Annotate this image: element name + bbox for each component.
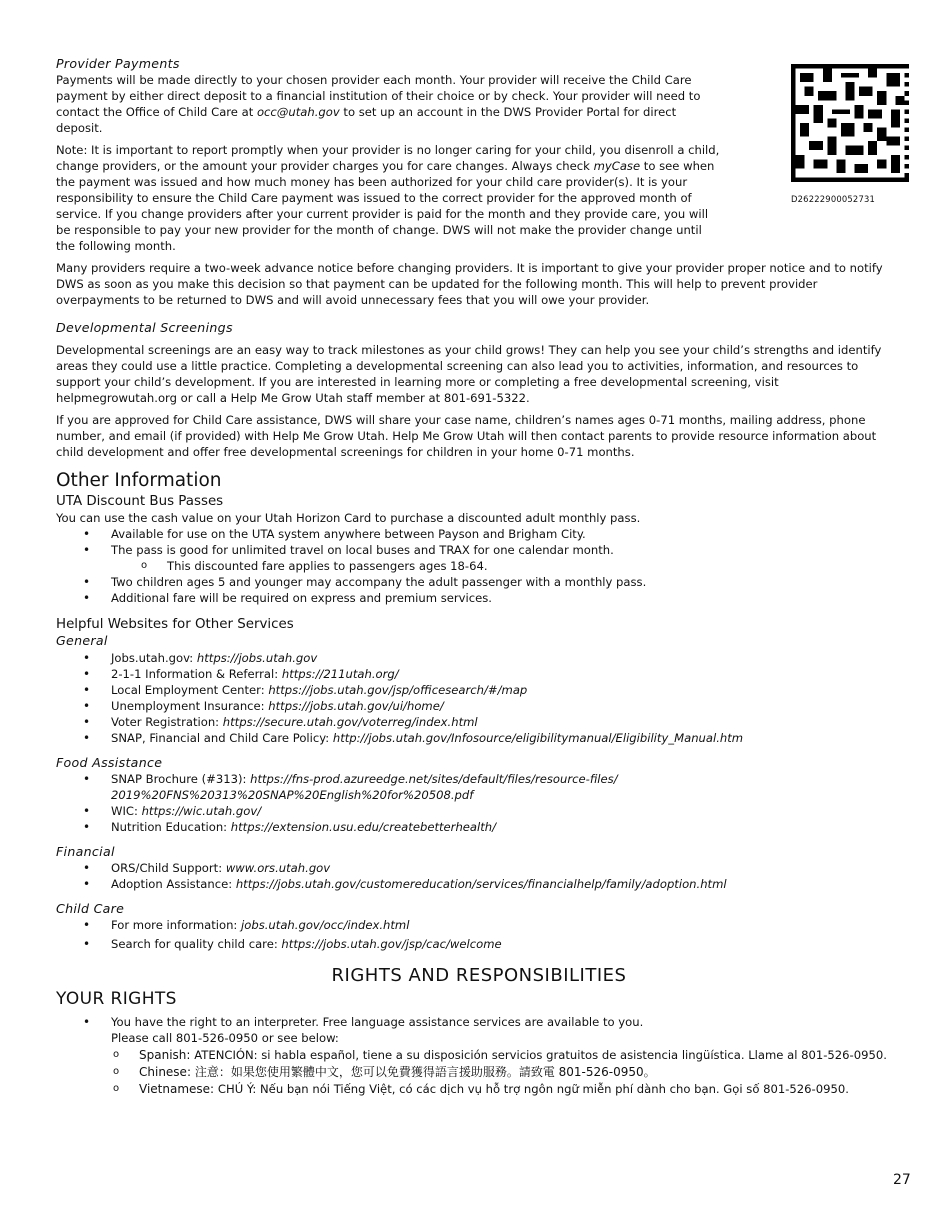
list-item: • SNAP Brochure (#313): https://fns-prod.azureedge.net/sites/default/files/resource-files/2019%20FNS%20313%20SNAP%20English%20for%20508.pdf (56, 771, 902, 803)
eligibility-manual-link[interactable]: http://jobs.utah.gov/Infosource/eligibilitymanual/Eligibility_Manual.htm (332, 731, 744, 745)
rights-title: RIGHTS AND RESPONSIBILITIES (331, 965, 627, 986)
list-item: • Adoption Assistance: https://jobs.utah.gov/customereducation/services/financialhelp/family/adoption.html (56, 876, 902, 892)
provider-payments-heading: Provider Payments (56, 56, 180, 71)
adoption-assistance-link[interactable]: https://jobs.utah.gov/customereducation/services/financialhelp/family/adoption.html (235, 877, 727, 891)
child-care-search-link[interactable]: https://jobs.utah.gov/jsp/cac/welcome (281, 937, 502, 951)
your-rights-heading: YOUR RIGHTS (56, 989, 177, 1009)
child-care-links-list (56, 917, 902, 952)
list-item: • Two children ages 5 and younger may accompany the adult passenger with a monthly pass. (56, 574, 902, 590)
provider-payments-paragraph: Payments will be made directly to your chosen provider each month. Your provider will receive the Child Care payment by either direct deposit to a financial institution of their choice or by check. Your provider will need to contact the Office of Child Care at occ@utah.gov to set up an account in the DWS Provider Portal for direct deposit. (56, 73, 701, 135)
ors-child-support-link[interactable]: www.ors.utah.gov (225, 861, 331, 875)
financial-links-list (56, 860, 902, 892)
uta-sublist (56, 558, 902, 574)
nutrition-education-link[interactable]: https://extension.usu.edu/createbetterhealth/ (230, 820, 497, 834)
list-item: • Search for quality child care: https://jobs.utah.gov/jsp/cac/welcome (56, 936, 902, 952)
list-item: • WIC: https://wic.utah.gov/ (56, 803, 902, 819)
document-page (56, 54, 902, 1097)
voter-registration-link[interactable]: https://secure.utah.gov/voterreg/index.html (222, 715, 478, 729)
helpful-websites-section (56, 616, 902, 952)
advance-notice-paragraph: Many providers require a two-week advance notice before changing providers. It is important to give your provider proper notice and to notify DWS as soon as you make this decision so that payment can be updated for the following month. This will help to prevent provider overpayments to be returned to DWS and will avoid unnecessary fees that you will owe your provider. (56, 261, 883, 307)
list-item: • Local Employment Center: https://jobs.utah.gov/jsp/officesearch/#/map (56, 682, 902, 698)
provider-change-note: Note: It is important to report promptly when your provider is no longer caring for your child, you disenroll a child, change providers, or the amount your provider charges you for care changes. Always check myCase to see when the payment was issued and how much money has been authorized for your child care provider(s). It is your responsibility to ensure the Child Care payment was issued to the correct provider for the approved month of service. If you change providers after your current provider is paid for the month and they provide care, you will be responsible to pay your new provider for the month of change. DWS will not make the provider change until the following month. (56, 143, 720, 253)
general-heading: General (56, 633, 108, 648)
language-item-vietnamese: o Vietnamese: CHÚ Ý: Nếu bạn nói Tiếng Việt, có các dịch vụ hỗ trợ ngôn ngữ miễn phí dành cho bạn. Gọi số 801-526-0950. (56, 1081, 892, 1097)
financial-heading: Financial (56, 844, 115, 859)
wic-link[interactable]: https://wic.utah.gov/ (141, 804, 262, 818)
occ-email[interactable]: occ@utah.gov (256, 105, 340, 119)
mycase-name: myCase (593, 159, 641, 173)
uta-intro: You can use the cash value on your Utah Horizon Card to purchase a discounted adult monthly pass. (56, 511, 641, 525)
list-item: • Jobs.utah.gov: https://jobs.utah.gov (56, 650, 902, 666)
developmental-screenings-paragraph: Developmental screenings are an easy way to track milestones as your child grows! They can help you see your child’s strengths and identify areas they could use a little practice. Completing a developmental screening can also lead you to activities, information, and resources to support your child’s development. If you are interested in learning more or completing a free developmental screening, visit helpmegrowutah.org or call a Help Me Grow Utah staff member at 801-691-5322. (56, 343, 882, 405)
list-item: o This discounted fare applies to passengers ages 18-64. (56, 558, 902, 574)
list-item: • Unemployment Insurance: https://jobs.utah.gov/ui/home/ (56, 698, 902, 714)
list-item: • Nutrition Education: https://extension.usu.edu/createbetterhealth/ (56, 819, 902, 835)
list-item: • SNAP, Financial and Child Care Policy: http://jobs.utah.gov/Infosource/eligibilitymanual/Eligibility_Manual.htm (56, 730, 902, 746)
list-item: • The pass is good for unlimited travel on local buses and TRAX for one calendar month. o This discounted fare applies to passengers ages 18-64. (56, 542, 902, 574)
list-item: • ORS/Child Support: www.ors.utah.gov (56, 860, 902, 876)
list-item: • Additional fare will be required on express and premium services. (56, 590, 902, 606)
occ-info-link[interactable]: jobs.utah.gov/occ/index.html (241, 918, 410, 932)
language-item-spanish: o Spanish: ATENCIÓN: si habla español, tiene a su disposición servicios gratuitos de asistencia lingüística. Llame al 801-526-0950. (56, 1047, 892, 1063)
interpreter-line: • You have the right to an interpreter. Free language assistance services are available to you. (111, 1015, 644, 1029)
employment-center-link[interactable]: https://jobs.utah.gov/jsp/officesearch/#/map (268, 683, 528, 697)
uta-bus-passes-heading: UTA Discount Bus Passes (56, 494, 224, 509)
help-me-grow-paragraph: If you are approved for Child Care assistance, DWS will share your case name, children’s names ages 0-71 months, mailing address, phone number, and email (if provided) with Help Me Grow Utah. Help Me Grow Utah will then contact parents to provide resource information about child development and offer free developmental screenings for children in your home 0-71 months. (56, 413, 877, 459)
developmental-screenings-section (56, 320, 902, 460)
child-care-heading: Child Care (56, 901, 125, 916)
other-information-heading: Other Information (56, 470, 222, 491)
language-list (56, 1047, 902, 1097)
other-information-section (56, 469, 902, 606)
list-item: • 2-1-1 Information & Referral: https://211utah.org/ (56, 666, 902, 682)
developmental-screenings-heading: Developmental Screenings (56, 320, 233, 335)
helpful-websites-heading: Helpful Websites for Other Services (56, 617, 294, 632)
list-item (56, 1014, 902, 1097)
211-utah-link[interactable]: https://211utah.org/ (281, 667, 399, 681)
list-item: • Voter Registration: https://secure.utah.gov/voterreg/index.html (56, 714, 902, 730)
barcode-id: D26222900052731 (791, 194, 876, 204)
list-item: • Available for use on the UTA system anywhere between Payson and Brigham City. (56, 526, 902, 542)
language-item-chinese: o Chinese: 注意：如果您使用繁體中文，您可以免費獲得語言援助服務。請致電 801-526-0950。 (56, 1064, 892, 1080)
uta-list (56, 526, 902, 606)
food-assistance-heading: Food Assistance (56, 755, 163, 770)
rights-list (56, 1014, 902, 1097)
food-links-list (56, 771, 902, 835)
provider-payments-section (56, 56, 902, 308)
general-links-list (56, 650, 902, 746)
call-line: Please call 801-526-0950 or see below: (111, 1031, 339, 1045)
page-number: 27 (893, 1172, 911, 1188)
snap-brochure-link[interactable]: https://fns-prod.azureedge.net/sites/default/files/resource-files/2019%20FNS%20313%20SNAP%20English%20for%20508.pdf (111, 772, 618, 802)
rights-section (56, 964, 902, 1097)
list-item: • For more information: jobs.utah.gov/occ/index.html (56, 917, 902, 933)
unemployment-insurance-link[interactable]: https://jobs.utah.gov/ui/home/ (268, 699, 444, 713)
jobs-utah-link[interactable]: https://jobs.utah.gov (196, 651, 318, 665)
